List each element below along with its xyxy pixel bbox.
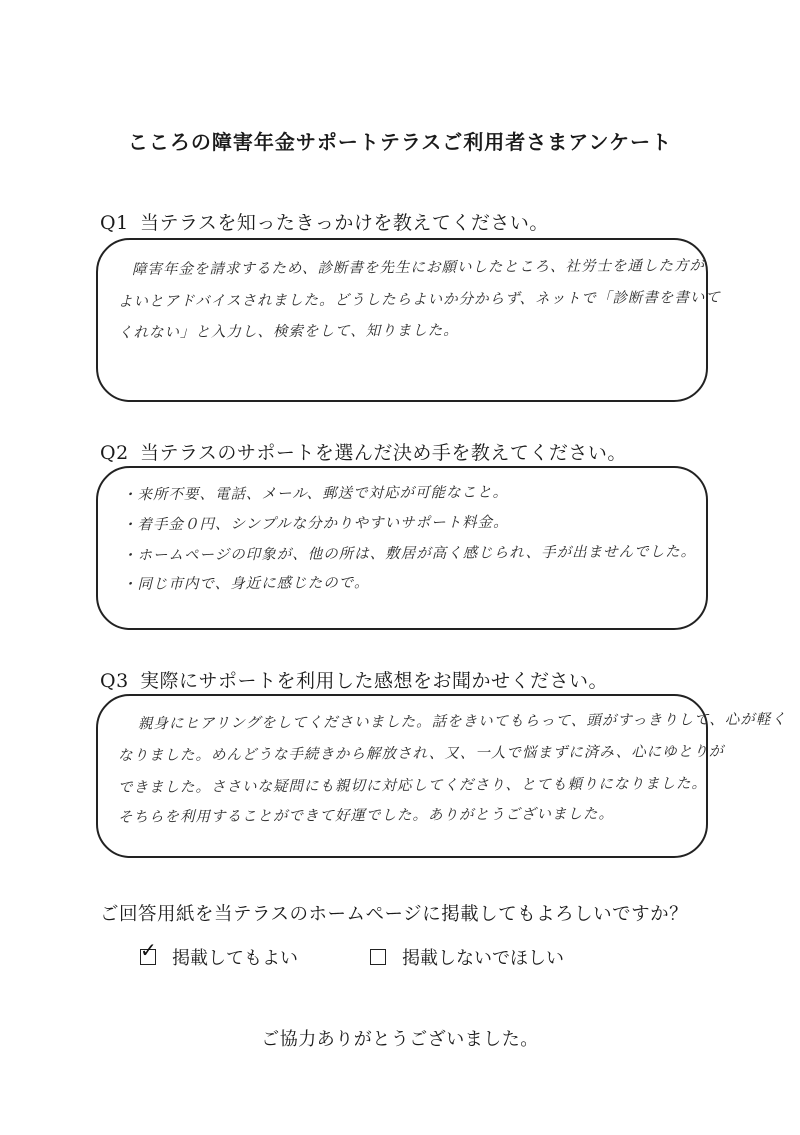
- question-2-number: Q2: [100, 442, 129, 464]
- check-mark-icon: ✓: [140, 938, 157, 962]
- question-1-answer-line: よいとアドバイスされました。どうしたらよいか分からず、ネットで「診断書を書いて: [117, 289, 721, 311]
- consent-deny-label: 掲載しないでほしい: [402, 948, 564, 969]
- consent-option-deny[interactable]: [370, 944, 564, 970]
- question-2-answer-box: [96, 466, 708, 630]
- consent-option-allow[interactable]: [140, 938, 298, 970]
- consent-allow-label: 掲載してもよい: [172, 948, 298, 969]
- question-3-answer-line: できました。ささいな疑問にも親切に対応してくださり、とても頼りになりました。: [117, 775, 708, 797]
- closing-message: ご協力ありがとうございました。: [261, 1029, 539, 1050]
- question-3-answer-line: なりました。めんどうな手続きから解放され、又、一人で悩まずに済み、心にゆとりが: [117, 743, 725, 765]
- page-title: こころの障害年金サポートテラスご利用者さまアンケート: [127, 130, 673, 154]
- consent-deny-checkbox[interactable]: [370, 949, 386, 965]
- question-3-heading: [100, 666, 608, 693]
- question-2-answer-line: ・着手金０円、シンプルな分かりやすいサポート料金。: [121, 514, 509, 534]
- question-3-number: Q3: [100, 670, 129, 692]
- question-3-answer-line: 親身にヒアリングをしてくださいました。話をきいてもらって、頭がすっきりして、心が軽く: [137, 711, 787, 733]
- question-2-heading: [100, 438, 627, 465]
- question-1-answer-line: 障害年金を請求するため、診断書を先生にお願いしたところ、社労士を通した方が: [131, 258, 705, 278]
- question-2-text: 当テラスのサポートを選んだ決め手を教えてください。: [140, 442, 627, 464]
- question-1-answer-box: [96, 238, 721, 402]
- question-2-answer-line: ・ホームページの印象が、他の所は、敷居が高く感じられ、手が出ませんでした。: [121, 543, 697, 565]
- question-1-heading: [100, 208, 549, 235]
- consent-question: ご回答用紙を当テラスのホームページに掲載してもよろしいですか？: [100, 904, 689, 925]
- question-1-number: Q1: [100, 212, 129, 234]
- question-1-answer-line: くれない」と入力し、検索をして、知りました。: [117, 322, 459, 342]
- question-3-text: 実際にサポートを利用した感想をお聞かせください。: [140, 670, 609, 692]
- question-1-text: 当テラスを知ったきっかけを教えてください。: [140, 212, 549, 234]
- question-2-answer-line: ・同じ市内で、身近に感じたので。: [121, 575, 370, 593]
- consent-allow-checkbox[interactable]: [140, 938, 157, 965]
- question-3-answer-box: [96, 694, 787, 858]
- question-3-answer-line: そちらを利用することができて好運でした。ありがとうございました。: [117, 806, 615, 826]
- question-2-answer-line: ・来所不要、電話、メール、郵送で対応が可能なこと。: [121, 484, 509, 504]
